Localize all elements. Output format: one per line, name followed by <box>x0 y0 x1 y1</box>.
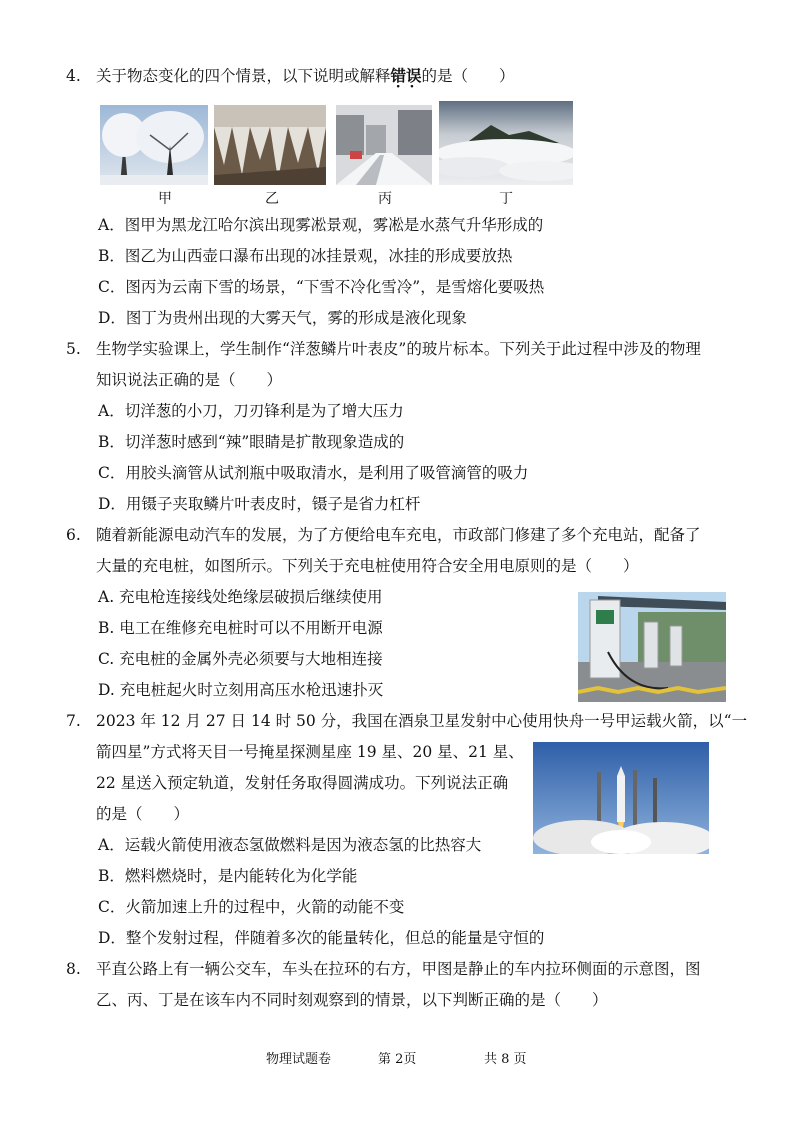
q5-option-b: B．切洋葱时感到“辣”眼睛是扩散现象造成的 <box>98 433 405 451</box>
q5-stem-line1: 生物学实验课上，学生制作“洋葱鳞片叶表皮”的玻片标本。下列关于此过程中涉及的物理 <box>96 340 701 358</box>
q4-stem <box>96 66 515 86</box>
q4-caption-jia: 甲 <box>158 191 172 207</box>
q4-option-a: A．图甲为黑龙江哈尔滨出现雾凇景观，雾凇是水蒸气升华形成的 <box>98 216 544 234</box>
q6-option-d: D. 充电桩起火时立刻用高压水枪迅速扑灭 <box>98 681 384 699</box>
footer-title: 物理试题卷 <box>266 1052 332 1067</box>
q4-caption-bing: 丙 <box>378 191 392 207</box>
q5-option-a: A．切洋葱的小刀，刀刃锋利是为了增大压力 <box>98 402 404 420</box>
q4-stem-emphasis: 错误 · · <box>391 66 422 85</box>
q6-option-b: B. 电工在维修充电桩时可以不用断开电源 <box>98 619 383 637</box>
q7-option-d: D．整个发射过程，伴随着多次的能量转化，但总的能量是守恒的 <box>98 929 545 947</box>
q5-option-c: C．用胶头滴管从试剂瓶中吸取清水，是利用了吸管滴管的吸力 <box>98 464 529 482</box>
q4-caption-yi: 乙 <box>265 191 279 207</box>
q8-number: 8. <box>66 960 81 978</box>
q8-stem-line2: 乙、丙、丁是在该车内不同时刻观察到的情景，以下判断正确的是（ ） <box>96 991 608 1009</box>
q7-option-b: B．燃料燃烧时，是内能转化为化学能 <box>98 867 358 885</box>
q7-stem-line4: 的是（ ） <box>96 805 190 823</box>
image-rocket-launch <box>533 742 709 854</box>
q4-caption-ding: 丁 <box>499 191 513 207</box>
q6-stem-line1: 随着新能源电动汽车的发展，为了方便给电车充电，市政部门修建了多个充电站，配备了 <box>96 526 701 544</box>
image-rime-trees <box>100 105 208 185</box>
q6-option-a: A. 充电枪连接线处绝缘层破损后继续使用 <box>98 588 383 606</box>
q5-number: 5. <box>66 340 81 358</box>
q4-stem-b: 的是（ ） <box>421 67 515 85</box>
q7-number: 7. <box>66 712 81 730</box>
q7-stem-line3: 22 星送入预定轨道，发射任务取得圆满成功。下列说法正确 <box>96 774 509 792</box>
q6-number: 6. <box>66 526 81 544</box>
q4-option-c: C．图丙为云南下雪的场景，“下雪不冷化雪冷”，是雪熔化要吸热 <box>98 278 545 296</box>
footer-total-pages: 共 8 页 <box>484 1052 527 1067</box>
q6-option-c: C. 充电桩的金属外壳必须要与大地相连接 <box>98 650 383 668</box>
image-ice-icicles <box>214 105 326 185</box>
image-fog-mountains <box>439 101 573 185</box>
image-snow-street <box>336 105 432 185</box>
q7-option-a: A．运载火箭使用液态氢做燃料是因为液态氢的比热容大 <box>98 836 482 854</box>
image-charging-station <box>578 592 726 702</box>
q7-option-c: C．火箭加速上升的过程中，火箭的动能不变 <box>98 898 405 916</box>
q5-stem-line2: 知识说法正确的是（ ） <box>96 371 283 389</box>
q8-stem-line1: 平直公路上有一辆公交车，车头在拉环的右方，甲图是静止的车内拉环侧面的示意图，图 <box>96 960 701 978</box>
footer-page-number: 第 2页 <box>378 1052 417 1067</box>
q4-option-d: D．图丁为贵州出现的大雾天气，雾的形成是液化现象 <box>98 309 467 327</box>
q4-option-b: B．图乙为山西壶口瀑布出现的冰挂景观，冰挂的形成要放热 <box>98 247 513 265</box>
q7-stem-line2: 箭四星”方式将天目一号掩星探测星座 19 星、20 星、21 星、 <box>96 743 524 761</box>
q6-stem-line2: 大量的充电桩，如图所示。下列关于充电桩使用符合安全用电原则的是（ ） <box>96 557 639 575</box>
q4-number: 4. <box>66 67 81 85</box>
q5-option-d: D．用镊子夹取鳞片叶表皮时，镊子是省力杠杆 <box>98 495 421 513</box>
q7-stem-line1: 2023 年 12 月 27 日 14 时 50 分，我国在酒泉卫星发射中心使用快舟一号甲运载火箭，以“一 <box>96 712 748 730</box>
q4-stem-a: 关于物态变化的四个情景，以下说明或解释 <box>96 67 391 85</box>
